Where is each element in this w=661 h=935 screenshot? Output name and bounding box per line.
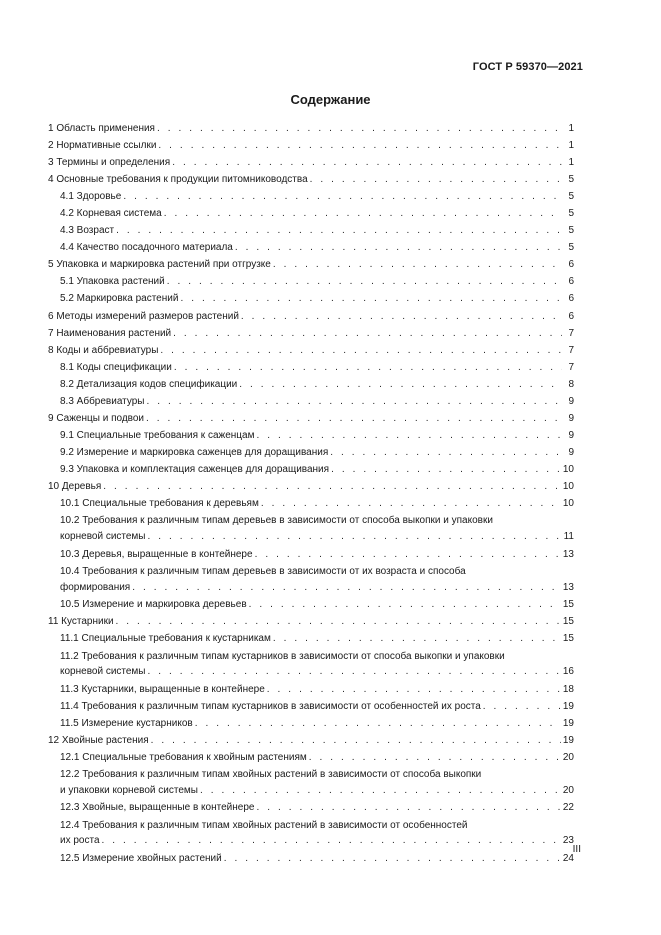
toc-entry[interactable] <box>48 359 574 376</box>
toc-page-number: 16 <box>562 666 574 678</box>
toc-page-number: 1 <box>568 123 574 134</box>
toc-page-number: 13 <box>562 548 574 560</box>
toc-entry-title: 10.2 Требования к различным типам деревьев в зависимости от способа выкопки и упаковки <box>60 515 493 527</box>
toc-entry[interactable] <box>48 256 574 273</box>
toc-entry-title: 8.3 Аббревиатуры <box>60 395 145 407</box>
dot-leader <box>256 429 562 442</box>
toc-page-number: 11 <box>563 531 574 543</box>
toc-page-number: 7 <box>568 327 574 339</box>
dot-leader <box>151 734 561 747</box>
dot-leader <box>174 361 562 374</box>
dot-leader <box>148 665 561 678</box>
toc-entry[interactable] <box>48 188 574 205</box>
dot-leader <box>123 190 562 203</box>
toc-entry-title: 12 Хвойные растения <box>48 734 149 746</box>
document-code: ГОСТ Р 59370—2021 <box>472 61 583 73</box>
toc-page-number: 1 <box>568 157 574 169</box>
toc-page-number: 22 <box>562 802 574 814</box>
dot-leader <box>164 207 562 220</box>
dot-leader <box>116 224 562 237</box>
toc-entry-title: 7 Наименования растений <box>48 327 172 339</box>
dot-leader <box>241 310 562 323</box>
toc-entry[interactable] <box>48 613 574 630</box>
dot-leader <box>235 241 562 254</box>
toc-entry-title: 4.2 Корневая система <box>60 208 162 220</box>
toc-entry[interactable] <box>48 120 574 137</box>
table-of-contents <box>48 120 574 867</box>
toc-entry[interactable] <box>48 850 574 867</box>
toc-page-number: 10 <box>562 463 574 475</box>
toc-entry-title: 8.1 Коды спецификации <box>60 361 172 373</box>
toc-page-number: 6 <box>568 276 574 288</box>
toc-entry[interactable] <box>48 342 574 359</box>
toc-entry[interactable] <box>48 393 574 410</box>
toc-entry[interactable] <box>48 565 574 594</box>
toc-page-number: 15 <box>562 599 574 611</box>
toc-entry[interactable] <box>48 799 574 816</box>
toc-entry[interactable] <box>48 478 574 495</box>
toc-entry-title: 5 Упаковка и маркировка растений при отгрузке <box>48 259 271 271</box>
toc-title: Содержание <box>290 92 371 107</box>
toc-entry-title: 10.4 Требования к различным типам деревьев в зависимости от их возраста и способа <box>60 565 466 577</box>
toc-page-number: 5 <box>568 208 574 220</box>
toc-entry[interactable] <box>48 154 574 171</box>
toc-page-number: 15 <box>562 633 574 645</box>
toc-entry[interactable] <box>48 596 574 613</box>
toc-page-number: 7 <box>568 344 574 356</box>
toc-entry[interactable] <box>48 650 574 679</box>
toc-page-number: 6 <box>568 310 574 322</box>
toc-page-number: 10 <box>562 498 574 510</box>
toc-entry[interactable] <box>48 514 574 543</box>
toc-entry-title-continued: формирования <box>60 581 131 593</box>
dot-leader <box>103 480 561 493</box>
toc-entry-title-continued: и упаковки корневой системы <box>60 784 198 796</box>
dot-leader <box>309 751 561 764</box>
dot-leader <box>273 258 562 271</box>
toc-entry-title: 9.3 Упаковка и комплектация саженцев для доращивания <box>60 463 330 475</box>
toc-entry-title: 12.3 Хвойные, выращенные в контейнере <box>60 802 255 814</box>
toc-entry[interactable] <box>48 410 574 427</box>
toc-entry[interactable] <box>48 444 574 461</box>
toc-entry-title: 11.4 Требования к различным типам кустарников в зависимости от особенностей их роста <box>60 700 481 712</box>
dot-leader <box>255 548 561 561</box>
toc-entry-title: 4.3 Возраст <box>60 225 115 237</box>
toc-entry[interactable] <box>48 171 574 188</box>
toc-entry[interactable] <box>48 681 574 698</box>
toc-entry-title: 5.2 Маркировка растений <box>60 293 179 305</box>
toc-page-number: 1 <box>568 140 574 152</box>
toc-page-number: 9 <box>568 446 574 458</box>
toc-entry[interactable] <box>48 768 574 797</box>
toc-page-number: 5 <box>568 225 574 237</box>
dot-leader <box>330 446 562 459</box>
toc-entry[interactable] <box>48 427 574 444</box>
toc-entry-title: 11.2 Требования к различным типам кустарников в зависимости от способа выкопки и упаковки <box>60 650 505 662</box>
dot-leader <box>180 292 562 305</box>
dot-leader <box>148 530 562 543</box>
toc-entry-title: 1 Область применения <box>48 123 155 134</box>
toc-entry-title: 4.4 Качество посадочного материала <box>60 242 233 254</box>
toc-entry-title: 12.5 Измерение хвойных растений <box>60 852 222 864</box>
dot-leader <box>224 852 561 865</box>
toc-entry-title: 9 Саженцы и подвои <box>48 412 145 424</box>
toc-entry-title: 6 Методы измерений размеров растений <box>48 310 239 322</box>
toc-entry-title: 10.5 Измерение и маркировка деревьев <box>60 599 247 611</box>
toc-entry-title: 12.4 Требования к различным типам хвойных растений в зависимости от особенностей <box>60 819 468 831</box>
toc-entry[interactable] <box>48 308 574 325</box>
toc-page-number: 5 <box>568 242 574 254</box>
dot-leader <box>102 834 561 847</box>
toc-entry-title: 4.1 Здоровье <box>60 191 122 203</box>
toc-entry[interactable] <box>48 376 574 393</box>
dot-leader <box>116 615 561 628</box>
toc-entry-title-continued: их роста <box>60 835 100 847</box>
dot-leader <box>267 683 561 696</box>
toc-page-number: 15 <box>562 616 574 628</box>
toc-entry-title: 9.2 Измерение и маркировка саженцев для доращивания <box>60 446 329 458</box>
toc-page-number: 9 <box>568 395 574 407</box>
toc-entry-title: 12.1 Специальные требования к хвойным растениям <box>60 751 307 763</box>
toc-entry-title-continued: корневой системы <box>60 531 146 543</box>
dot-leader <box>172 156 562 169</box>
toc-page-number: 7 <box>568 361 574 373</box>
dot-leader <box>195 717 561 730</box>
toc-page-number: 20 <box>562 784 574 796</box>
toc-page-number: 18 <box>562 683 574 695</box>
toc-entry[interactable] <box>48 461 574 478</box>
dot-leader <box>157 122 562 135</box>
dot-leader <box>158 139 562 152</box>
toc-entry-title: 2 Нормативные ссылки <box>48 140 157 152</box>
toc-page-number: 5 <box>568 174 574 186</box>
dot-leader <box>160 344 562 357</box>
toc-entry[interactable] <box>48 819 574 848</box>
toc-entry[interactable] <box>48 495 574 512</box>
dot-leader <box>331 463 561 476</box>
dot-leader <box>483 700 561 713</box>
toc-entry[interactable] <box>48 239 574 256</box>
toc-page-number: 10 <box>562 480 574 492</box>
toc-entry[interactable] <box>48 222 574 239</box>
dot-leader <box>249 598 561 611</box>
toc-entry-title: 3 Термины и определения <box>48 157 171 169</box>
dot-leader <box>200 784 561 797</box>
toc-entry-title: 8 Коды и аббревиатуры <box>48 344 159 356</box>
toc-page-number: 8 <box>568 378 574 390</box>
toc-entry[interactable] <box>48 205 574 222</box>
toc-entry[interactable] <box>48 698 574 715</box>
toc-page-number: 19 <box>562 700 574 712</box>
toc-page-number: 19 <box>562 734 574 746</box>
toc-entry-title: 4 Основные требования к продукции питомниководства <box>48 174 308 186</box>
toc-entry[interactable] <box>48 732 574 749</box>
dot-leader <box>273 632 561 645</box>
toc-entry[interactable] <box>48 273 574 290</box>
toc-entry-title: 11 Кустарники <box>48 616 114 628</box>
page-number: III <box>572 844 581 855</box>
toc-entry-title: 10.3 Деревья, выращенные в контейнере <box>60 548 253 560</box>
toc-entry[interactable] <box>48 630 574 647</box>
dot-leader <box>132 581 561 594</box>
toc-entry-title: 9.1 Специальные требования к саженцам <box>60 429 255 441</box>
toc-entry[interactable] <box>48 546 574 563</box>
toc-entry-title: 11.3 Кустарники, выращенные в контейнере <box>60 683 265 695</box>
toc-page-number: 24 <box>562 852 574 864</box>
dot-leader <box>147 395 563 408</box>
toc-entry-title: 11.5 Измерение кустарников <box>60 717 193 729</box>
dot-leader <box>239 378 562 391</box>
toc-page-number: 6 <box>568 293 574 305</box>
toc-page-number: 9 <box>568 412 574 424</box>
toc-page-number: 5 <box>568 191 574 203</box>
dot-leader <box>173 327 562 340</box>
toc-page-number: 23 <box>562 835 574 847</box>
toc-entry[interactable] <box>48 749 574 766</box>
toc-entry-title: 11.1 Специальные требования к кустарникам <box>60 633 271 645</box>
toc-entry-title: 10.1 Специальные требования к деревьям <box>60 498 259 510</box>
toc-page-number: 6 <box>568 259 574 271</box>
toc-page-number: 19 <box>562 717 574 729</box>
dot-leader <box>256 801 560 814</box>
dot-leader <box>146 412 562 425</box>
toc-entry[interactable] <box>48 715 574 732</box>
toc-entry[interactable] <box>48 290 574 307</box>
toc-entry-title-continued: корневой системы <box>60 666 146 678</box>
toc-entry-title: 8.2 Детализация кодов спецификации <box>60 378 238 390</box>
dot-leader <box>310 173 562 186</box>
toc-page-number: 9 <box>568 429 574 441</box>
toc-entry-title: 5.1 Упаковка растений <box>60 276 165 288</box>
toc-entry-title: 10 Деревья <box>48 480 102 492</box>
toc-entry[interactable] <box>48 137 574 154</box>
dot-leader <box>167 275 562 288</box>
toc-page-number: 20 <box>562 751 574 763</box>
dot-leader <box>261 497 561 510</box>
toc-page-number: 13 <box>562 581 574 593</box>
toc-entry-title: 12.2 Требования к различным типам хвойных растений в зависимости от способа выкопки <box>60 769 482 781</box>
toc-entry[interactable] <box>48 325 574 342</box>
